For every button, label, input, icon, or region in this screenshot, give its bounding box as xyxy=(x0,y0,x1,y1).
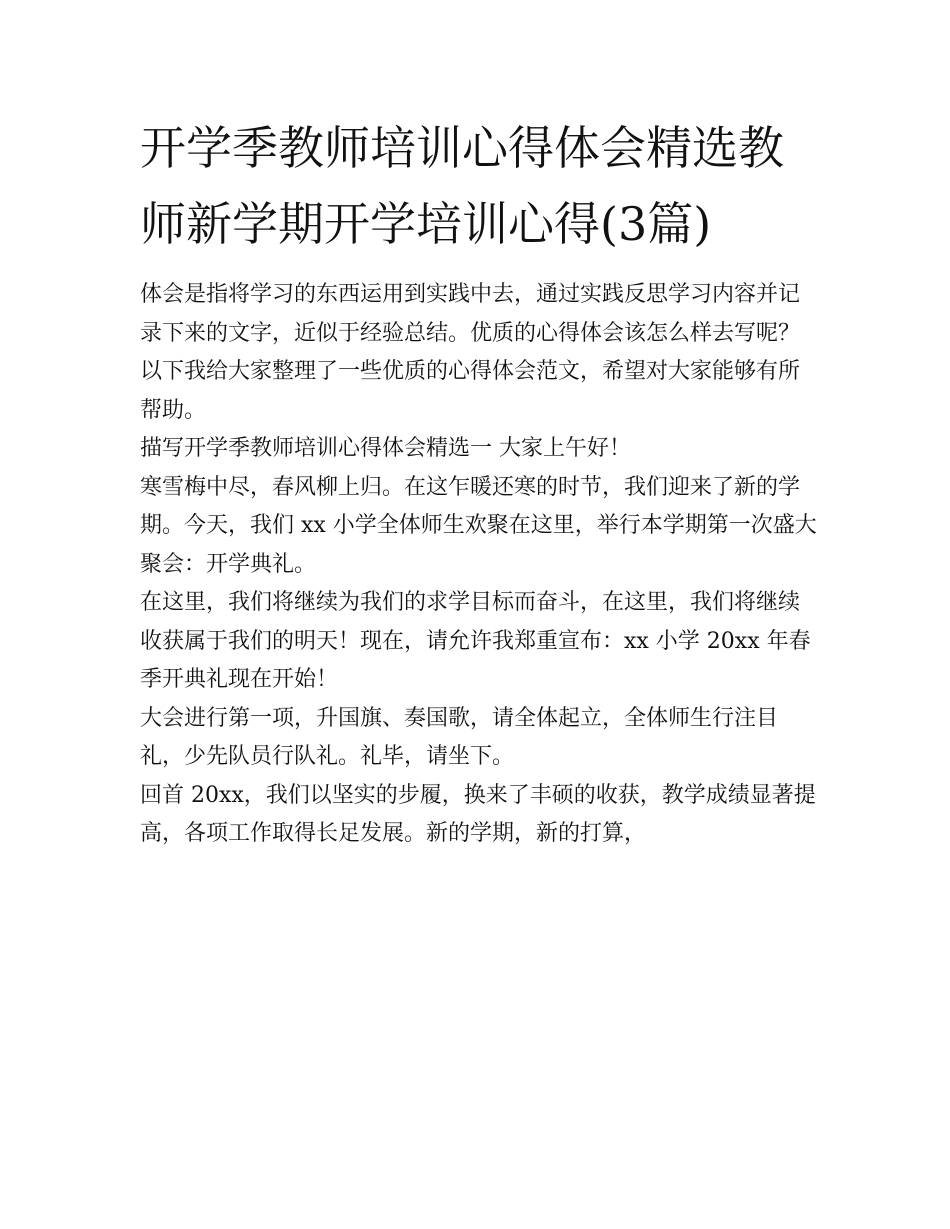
paragraph-section-heading: 描写开学季教师培训心得体会精选一 大家上午好！ xyxy=(140,436,631,461)
document-title: 开学季教师培训心得体会精选教师新学期开学培训心得(3篇) xyxy=(140,121,784,251)
paragraph-4: 回首 20xx，我们以坚实的步履，换来了丰硕的收获，教学成绩显著提高，各项工作取得长足发展。新的学期，新的打算， xyxy=(140,782,816,846)
document-content xyxy=(140,110,820,854)
paragraph-1: 寒雪梅中尽，春风柳上归。在这乍暖还寒的时节，我们迎来了新的学期。今天，我们 xx 小学全体师生欢聚在这里，举行本学期第一次盛大聚会：开学典礼。 xyxy=(140,474,817,577)
paragraph-3: 大会进行第一项，升国旗、奏国歌，请全体起立，全体师生行注目礼，少先队员行队礼。礼毕，请坐下。 xyxy=(140,705,779,769)
paragraph-intro: 体会是指将学习的东西运用到实践中去，通过实践反思学习内容并记录下来的文字，近似于经验总结。优质的心得体会该怎么样去写呢？以下我给大家整理了一些优质的心得体会范文，希望对大家能够有所帮助。 xyxy=(140,282,801,423)
document-body xyxy=(140,276,820,854)
paragraph-2: 在这里，我们将继续为我们的求学目标而奋斗，在这里，我们将继续收获属于我们的明天！现在，请允许我郑重宣布：xx 小学 20xx 年春季开典礼现在开始！ xyxy=(140,590,811,692)
